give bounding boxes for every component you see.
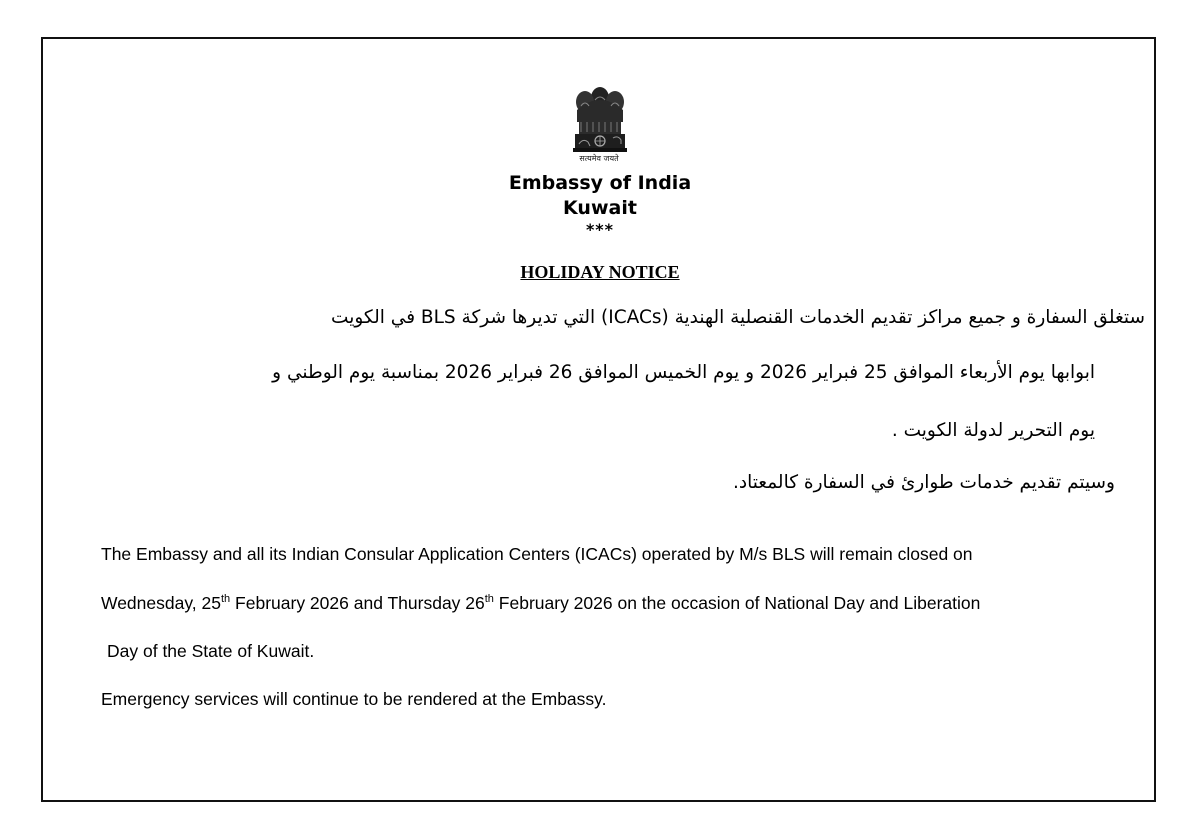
- arabic-paragraph-line: ستغلق السفارة و جميع مراكز تقديم الخدمات القنصلية الهندية (ICACs) التي تديرها شركة BLS في الكويت: [331, 307, 1145, 328]
- separator-stars: ***: [585, 220, 615, 239]
- arabic-paragraph-line: ابوابها يوم الأربعاء الموافق 25 فبراير 2026 و يوم الخميس الموافق 26 فبراير 2026 بمناسبة يوم الوطني و: [272, 362, 1095, 383]
- national-motto: सत्यमेव जयते: [579, 154, 619, 163]
- arabic-paragraph-line: يوم التحرير لدولة الكويت .: [891, 420, 1095, 441]
- arabic-emergency-line: وسيتم تقديم خدمات طوارئ في السفارة كالمعتاد.: [732, 472, 1115, 493]
- notice-title: HOLIDAY NOTICE: [520, 262, 680, 282]
- ordinal-suffix: th: [484, 593, 494, 606]
- text-segment: Wednesday, 25: [101, 593, 221, 613]
- text-segment: February 2026 on the occasion of National Day and Liberation: [493, 593, 981, 613]
- english-paragraph-line: [101, 593, 980, 614]
- text-segment: February 2026 and Thursday 26: [230, 593, 485, 613]
- english-emergency-line: Emergency services will continue to be rendered at the Embassy.: [101, 689, 607, 709]
- embassy-city: Kuwait: [563, 197, 637, 219]
- english-paragraph-line: Day of the State of Kuwait.: [107, 641, 315, 661]
- embassy-name: Embassy of India: [508, 172, 692, 194]
- english-paragraph-line: The Embassy and all its Indian Consular Application Centers (ICACs) operated by M/s BLS will remain closed on: [101, 544, 973, 564]
- ordinal-suffix: th: [221, 593, 231, 606]
